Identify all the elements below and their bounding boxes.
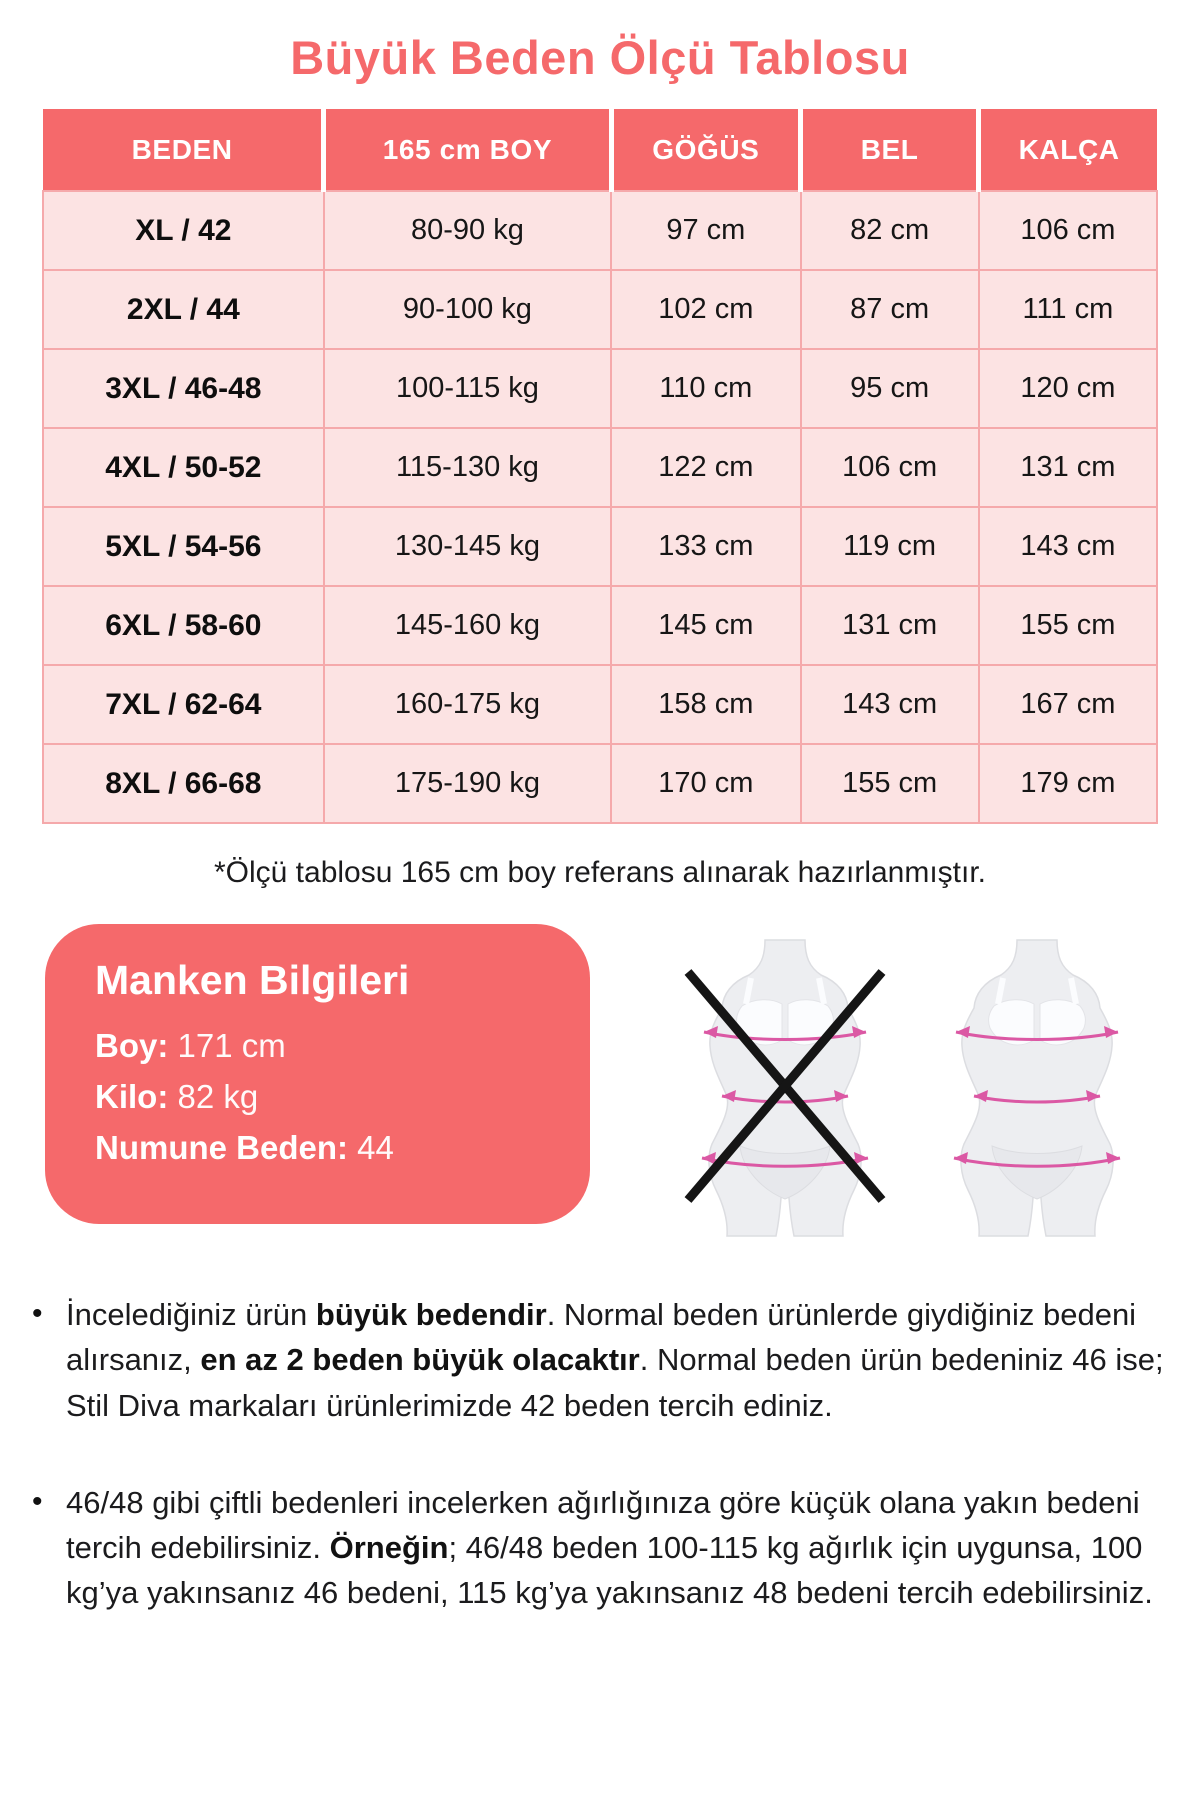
model-info-line: Boy: 171 cm (95, 1027, 286, 1064)
value-cell: 175-190 kg (324, 744, 611, 823)
size-cell: 8XL / 66-68 (43, 744, 324, 823)
bullet-icon: • (32, 1297, 43, 1330)
value-cell: 155 cm (801, 744, 979, 823)
table-body (43, 191, 1157, 823)
value-cell: 111 cm (979, 270, 1157, 349)
size-cell: 5XL / 54-56 (43, 507, 324, 586)
correct-measurement-figure (918, 938, 1156, 1238)
bullet-icon: • (32, 1484, 43, 1518)
size-cell: 6XL / 58-60 (43, 586, 324, 665)
table-row (43, 349, 1157, 428)
value-cell: 179 cm (979, 744, 1157, 823)
size-cell: XL / 42 (43, 191, 324, 270)
value-cell: 133 cm (611, 507, 800, 586)
value-cell: 122 cm (611, 428, 800, 507)
size-cell: 3XL / 46-48 (43, 349, 324, 428)
note-text: 46/48 gibi çiftli bedenleri incelerken ağırlığınıza göre küçük olana yakın bedeni tercih edebilirsiniz. Örneğin; 46/48 beden 100-115 kg ağırlık için uygunsa, 100 kg’ya yakınsanız 46 bedeni, 115 kg’ya yakınsanız 48 bedeni tercih edebilirsiniz. (66, 1484, 1153, 1611)
value-cell: 158 cm (611, 665, 800, 744)
column-header: GÖĞÜS (611, 109, 800, 191)
value-cell: 100-115 kg (324, 349, 611, 428)
value-cell: 90-100 kg (324, 270, 611, 349)
value-cell: 82 cm (801, 191, 979, 270)
value-cell: 155 cm (979, 586, 1157, 665)
model-info-card (45, 924, 590, 1224)
value-cell: 131 cm (801, 586, 979, 665)
measurement-figures (590, 924, 1160, 1238)
table-row (43, 665, 1157, 744)
body-silhouette-crossed-icon (666, 938, 904, 1238)
incorrect-measurement-figure (666, 938, 904, 1238)
table-row (43, 586, 1157, 665)
value-cell: 145 cm (611, 586, 800, 665)
value-cell: 80-90 kg (324, 191, 611, 270)
value-cell: 170 cm (611, 744, 800, 823)
model-info-line: Numune Beden: 44 (95, 1129, 394, 1166)
column-header: KALÇA (979, 109, 1157, 191)
value-cell: 119 cm (801, 507, 979, 586)
value-cell: 106 cm (979, 191, 1157, 270)
column-header: BEL (801, 109, 979, 191)
column-header: BEDEN (43, 109, 324, 191)
value-cell: 167 cm (979, 665, 1157, 744)
table-row (43, 191, 1157, 270)
model-info-section (45, 924, 1160, 1232)
value-cell: 145-160 kg (324, 586, 611, 665)
value-cell: 143 cm (801, 665, 979, 744)
table-row (43, 428, 1157, 507)
value-cell: 131 cm (979, 428, 1157, 507)
value-cell: 106 cm (801, 428, 979, 507)
size-cell: 7XL / 62-64 (43, 665, 324, 744)
value-cell: 102 cm (611, 270, 800, 349)
model-info-title: Manken Bilgileri (95, 957, 410, 1003)
value-cell: 120 cm (979, 349, 1157, 428)
size-table (42, 109, 1158, 824)
note-item (28, 1480, 1166, 1616)
value-cell: 160-175 kg (324, 665, 611, 744)
page-title: Büyük Beden Ölçü Tablosu (290, 31, 910, 84)
note-text: İncelediğiniz ürün büyük bedendir. Normal beden ürünlerde giydiğiniz bedeni alırsanız, en az 2 beden büyük olacaktır. Normal beden ürün bedeniniz 46 ise; Stil Diva markaları ürünlerimizde 42 beden tercih ediniz. (66, 1297, 1164, 1423)
value-cell: 97 cm (611, 191, 800, 270)
value-cell: 143 cm (979, 507, 1157, 586)
model-info-line: Kilo: 82 kg (95, 1078, 259, 1115)
value-cell: 110 cm (611, 349, 800, 428)
table-header-row (43, 109, 1157, 191)
body-silhouette-icon (918, 938, 1156, 1238)
table-row (43, 270, 1157, 349)
value-cell: 87 cm (801, 270, 979, 349)
note-item (28, 1292, 1166, 1428)
model-info-fields (95, 1027, 560, 1167)
value-cell: 115-130 kg (324, 428, 611, 507)
note-list (28, 1292, 1166, 1616)
column-header: 165 cm BOY (324, 109, 611, 191)
size-cell: 4XL / 50-52 (43, 428, 324, 507)
table-row (43, 507, 1157, 586)
value-cell: 130-145 kg (324, 507, 611, 586)
table-row (43, 744, 1157, 823)
value-cell: 95 cm (801, 349, 979, 428)
size-cell: 2XL / 44 (43, 270, 324, 349)
table-footnote: *Ölçü tablosu 165 cm boy referans alınarak hazırlanmıştır. (213, 856, 987, 889)
